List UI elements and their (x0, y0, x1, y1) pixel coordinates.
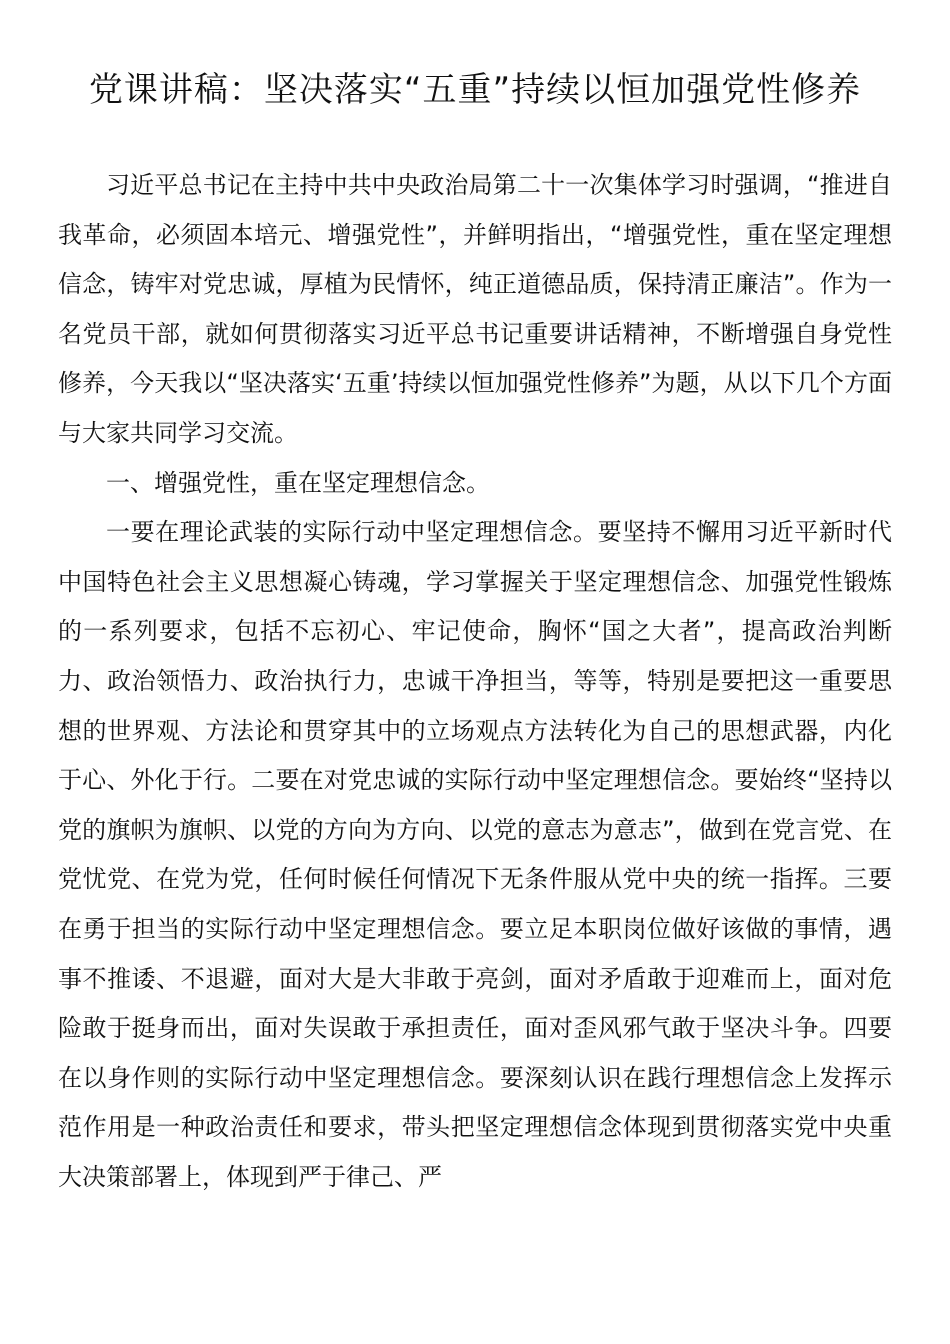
section-heading-1: 一、增强党性，重在坚定理想信念。 (106, 468, 490, 497)
paragraph-section-1: 一要在理论武装的实际行动中坚定理想信念。要坚持不懈用习近平新时代中国特色社会主义思想凝心铸魂，学习掌握关于坚定理想信念、加强党性锻炼的一系列要求，包括不忘初心、牢记使命，胸怀“国之大者”，提高政治判断力、政治领悟力、政治执行力，忠诚干净担当，等等，特别是要把这一重要思想的世界观、方法论和贯穿其中的立场观点方法转化为自己的思想武器，内化于心、外化于行。二要在对党忠诚的实际行动中坚定理想信念。要始终“坚持以党的旗帜为旗帜、以党的方向为方向、以党的意志为意志”，做到在党言党、在党忧党、在党为党，任何时候任何情况下无条件服从党中央的统一指挥。三要在勇于担当的实际行动中坚定理想信念。要立足本职岗位做好该做的事情，遇事不推诿、不退避，面对大是大非敢于亮剑，面对矛盾敢于迎难而上，面对危险敢于挺身而出，面对失误敢于承担责任，面对歪风邪气敢于坚决斗争。四要在以身作则的实际行动中坚定理想信念。要深刻认识在践行理想信念上发挥示范作用是一种政治责任和要求，带头把坚定理想信念体现到贯彻落实党中央重大决策部署上，体现到严于律己、严 (58, 518, 892, 1191)
document-body (58, 161, 892, 1202)
document-title: 党课讲稿：坚决落实“五重”持续以恒加强党性修养 (88, 70, 862, 110)
paragraph-intro: 习近平总书记在主持中共中央政治局第二十一次集体学习时强调，“推进自我革命，必须固本培元、增强党性”，并鲜明指出，“增强党性，重在坚定理想信念，铸牢对党忠诚，厚植为民情怀，纯正道德品质，保持清正廉洁”。作为一名党员干部，就如何贯彻落实习近平总书记重要讲话精神，不断增强自身党性修养，今天我以“坚决落实‘五重’持续以恒加强党性修养”为题，从以下几个方面与大家共同学习交流。 (58, 171, 892, 447)
